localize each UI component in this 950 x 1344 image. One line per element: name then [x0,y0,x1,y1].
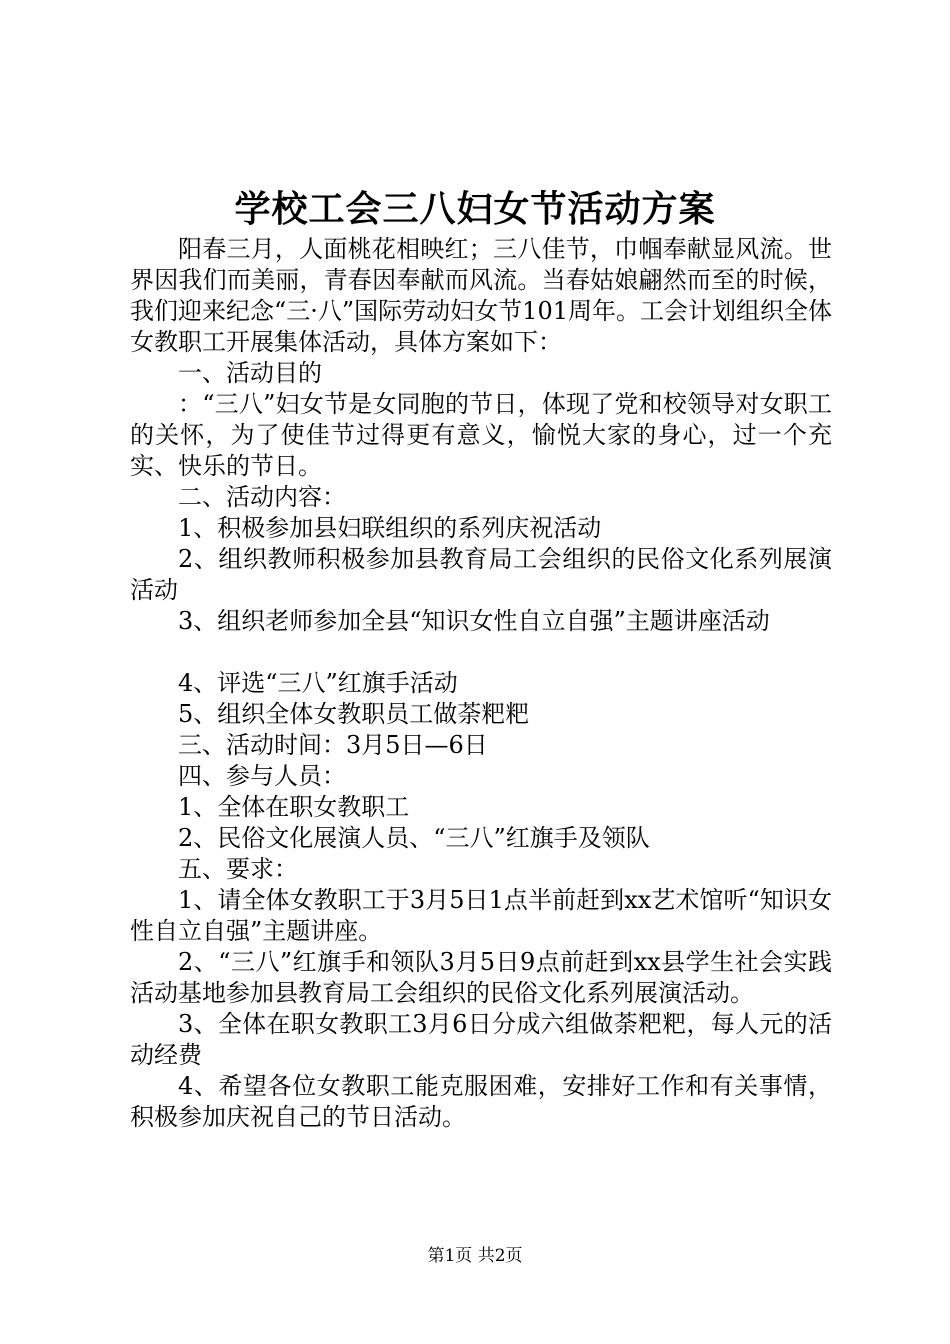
paragraph-intro: 阳春三月，人面桃花相映红；三八佳节，巾帼奉献显风流。世界因我们而美丽，青春因奉献而风流。当春姑娘翩然而至的时候，我们迎来纪念“三·八”国际劳动妇女节101周年。工会计划组织全体女教职工开展集体活动，具体方案如下： [130,235,832,356]
content-item-4: 4、评选“三八”红旗手活动 [178,669,458,697]
paragraph-purpose: ：“三八”妇女节是女同胞的节日，体现了党和校领导对女职工的关怀，为了使佳节过得更有意义，愉悦大家的身心，过一个充实、快乐的节日。 [130,390,832,480]
document-title: 学校工会三八妇女节活动方案 [234,188,716,230]
content-item-3: 3、组织老师参加全县“知识女性自立自强”主题讲座活动 [178,607,770,635]
section-heading-time: 三、活动时间：3月5日—6日 [178,731,488,759]
participant-item-1: 1、全体在职女教职工 [178,793,410,821]
requirement-item-2: 2、“三八”红旗手和领队3月5日9点前赶到xx县学生社会实践活动基地参加县教育局工会组织的民俗文化系列展演活动。 [130,948,832,1007]
requirement-item-3: 3、全体在职女教职工3月6日分成六组做荼粑粑，每人元的活动经费 [130,1010,832,1069]
section-heading-participants: 四、参与人员： [178,762,346,790]
blank-line [130,637,832,668]
section-heading-purpose: 一、活动目的 [178,359,322,387]
document-body [130,234,832,1133]
requirement-item-4: 4、希望各位女教职工能克服困难，安排好工作和有关事情，积极参加庆祝自己的节日活动。 [130,1072,832,1131]
requirement-item-1: 1、请全体女教职工于3月5日1点半前赶到xx艺术馆听“知识女性自立自强”主题讲座。 [130,886,832,945]
content-item-5: 5、组织全体女教职员工做荼粑粑 [178,700,530,728]
section-heading-content: 二、活动内容： [178,483,346,511]
content-item-2: 2、组织教师积极参加县教育局工会组织的民俗文化系列展演活动 [130,545,832,604]
page-footer: 第1页 共2页 [427,1246,523,1266]
section-heading-requirements: 五、要求： [178,855,298,883]
participant-item-2: 2、民俗文化展演人员、“三八”红旗手及领队 [178,824,650,852]
content-item-1: 1、积极参加县妇联组织的系列庆祝活动 [178,514,602,542]
